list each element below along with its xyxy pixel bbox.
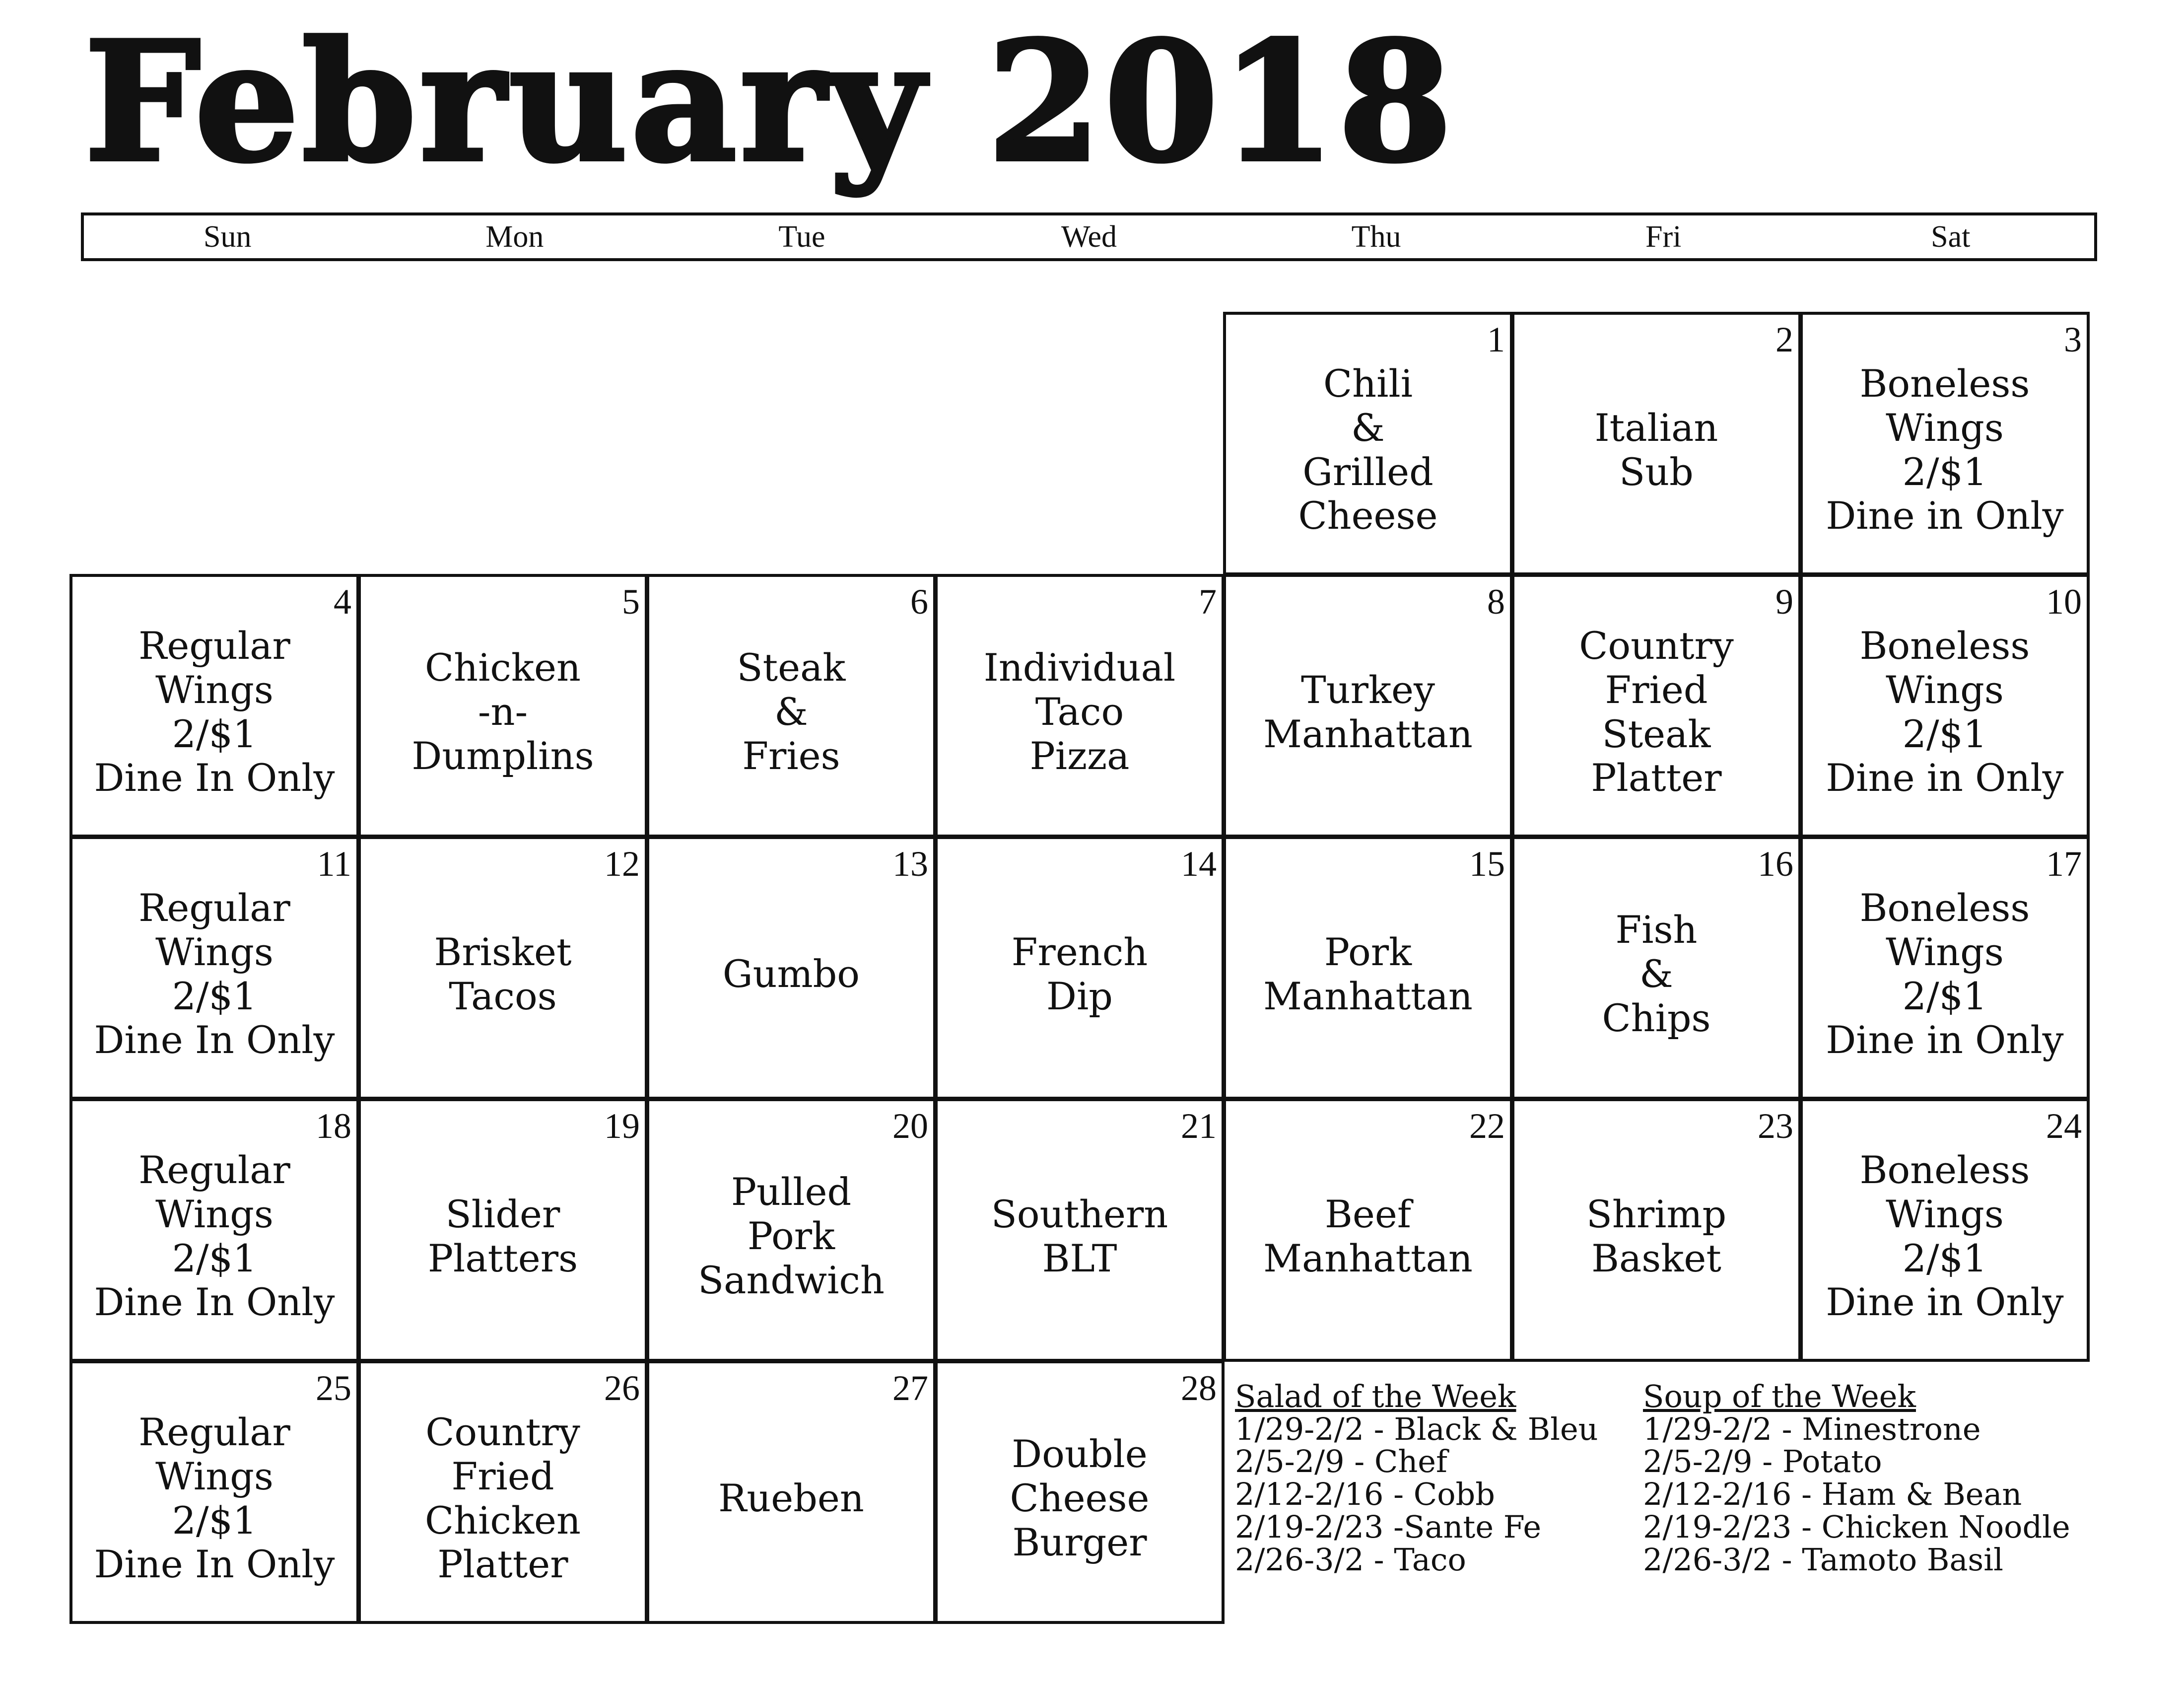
weekday-header [81,212,2097,261]
day-number: 16 [1758,844,1793,884]
menu-item: French Dip [1011,929,1148,1018]
weekday-sat: Sat [1931,220,1971,254]
day-cell [646,836,936,1100]
salad-item: 2/5-2/9 - Chef [1235,1443,1447,1480]
salad-item: 2/12-2/16 - Cobb [1235,1476,1495,1513]
weekday-wed: Wed [1061,220,1117,254]
menu-item: Turkey Manhattan [1263,667,1473,756]
menu-item: Pork Manhattan [1263,929,1473,1018]
day-cell [1511,836,1801,1100]
day-cell [935,574,1225,838]
menu-item: Boneless Wings 2/$1 Dine in Only [1826,361,2064,538]
day-cell [935,1098,1225,1362]
menu-item: Pulled Pork Sandwich [698,1170,885,1302]
soup-item: 2/12-2/16 - Ham & Bean [1643,1476,2022,1513]
day-cell [1800,312,2090,575]
day-number: 26 [604,1368,640,1408]
day-number: 14 [1181,844,1217,884]
day-number: 27 [892,1368,928,1408]
menu-item: Fish & Chips [1602,908,1711,1040]
weekday-fri: Fri [1645,220,1682,254]
soup-title: Soup of the Week [1643,1378,1916,1414]
day-cell [1800,1098,2090,1362]
day-cell [1223,836,1513,1100]
day-cell [646,574,936,838]
soup-item: 2/5-2/9 - Potato [1643,1443,1882,1480]
day-number: 4 [334,582,351,622]
menu-item: Beef Manhattan [1263,1192,1473,1280]
day-number: 23 [1758,1106,1793,1146]
day-number: 25 [316,1368,351,1408]
day-number: 9 [1775,582,1793,622]
menu-item: Individual Taco Pizza [983,645,1176,778]
day-number: 3 [2064,320,2082,359]
day-cell [69,1360,359,1624]
day-cell [1223,312,1513,575]
day-number: 10 [2046,582,2082,622]
day-number: 12 [604,844,640,884]
day-number: 11 [317,844,351,884]
salad-title: Salad of the Week [1235,1378,1516,1414]
salad-item: 2/19-2/23 -Sante Fe [1235,1508,1542,1545]
day-number: 6 [910,582,928,622]
day-number: 24 [2046,1106,2082,1146]
day-cell [935,1360,1225,1624]
calendar-title: February 2018 [84,5,1455,198]
day-number: 28 [1181,1368,1217,1408]
soup-item: 1/29-2/2 - Minestrone [1643,1410,1981,1447]
menu-item: Regular Wings 2/$1 Dine In Only [94,1147,335,1325]
day-cell [1800,836,2090,1100]
day-cell [69,1098,359,1362]
menu-item: Gumbo [722,952,860,996]
menu-item: Boneless Wings 2/$1 Dine in Only [1826,623,2064,800]
day-number: 17 [2046,844,2082,884]
salad-item: 2/26-3/2 - Taco [1235,1541,1466,1578]
day-cell [69,836,359,1100]
menu-item: Chicken -n- Dumplins [411,645,594,778]
menu-item: Country Fried Steak Platter [1579,623,1734,800]
day-cell [358,574,648,838]
day-cell [1511,312,1801,575]
day-number: 22 [1469,1106,1505,1146]
day-number: 1 [1487,320,1505,359]
day-cell [1511,1098,1801,1362]
day-cell [358,1098,648,1362]
menu-item: Boneless Wings 2/$1 Dine in Only [1826,885,2064,1062]
weekday-tue: Tue [778,220,825,254]
day-cell [935,836,1225,1100]
day-number: 20 [892,1106,928,1146]
menu-item: Regular Wings 2/$1 Dine In Only [94,1409,335,1587]
day-cell [1223,1098,1513,1362]
day-number: 13 [892,844,928,884]
soup-item: 2/19-2/23 - Chicken Noodle [1643,1508,2070,1545]
day-cell [1800,574,2090,838]
salad-of-the-week [1235,1380,1598,1576]
day-number: 15 [1469,844,1505,884]
day-cell [1223,574,1513,838]
day-number: 8 [1487,582,1505,622]
salad-item: 1/29-2/2 - Black & Bleu [1235,1410,1598,1447]
menu-item: Country Fried Chicken Platter [425,1409,581,1587]
menu-item: Regular Wings 2/$1 Dine In Only [94,623,335,800]
menu-item: Regular Wings 2/$1 Dine In Only [94,885,335,1062]
menu-item: Boneless Wings 2/$1 Dine in Only [1826,1147,2064,1325]
weekday-sun: Sun [204,220,252,254]
day-cell [358,836,648,1100]
menu-item: Rueben [718,1476,864,1521]
day-number: 2 [1775,320,1793,359]
day-cell [1511,574,1801,838]
day-number: 7 [1199,582,1217,622]
weekday-thu: Thu [1351,220,1401,254]
menu-item: Brisket Tacos [434,929,572,1018]
day-number: 5 [622,582,640,622]
weekday-mon: Mon [485,220,544,254]
soup-of-the-week [1643,1380,2070,1576]
day-number: 19 [604,1106,640,1146]
menu-item: Slider Platters [427,1192,578,1280]
menu-item: Southern BLT [991,1192,1168,1280]
menu-item: Double Cheese Burger [1010,1432,1150,1564]
day-number: 18 [316,1106,351,1146]
menu-item: Italian Sub [1594,405,1718,494]
day-cell [646,1098,936,1362]
menu-item: Steak & Fries [737,645,846,778]
day-cell [69,574,359,838]
soup-item: 2/26-3/2 - Tamoto Basil [1643,1541,2003,1578]
day-cell [646,1360,936,1624]
menu-item: Shrimp Basket [1586,1192,1727,1280]
day-number: 21 [1181,1106,1217,1146]
menu-item: Chili & Grilled Cheese [1298,361,1438,538]
day-cell [358,1360,648,1624]
